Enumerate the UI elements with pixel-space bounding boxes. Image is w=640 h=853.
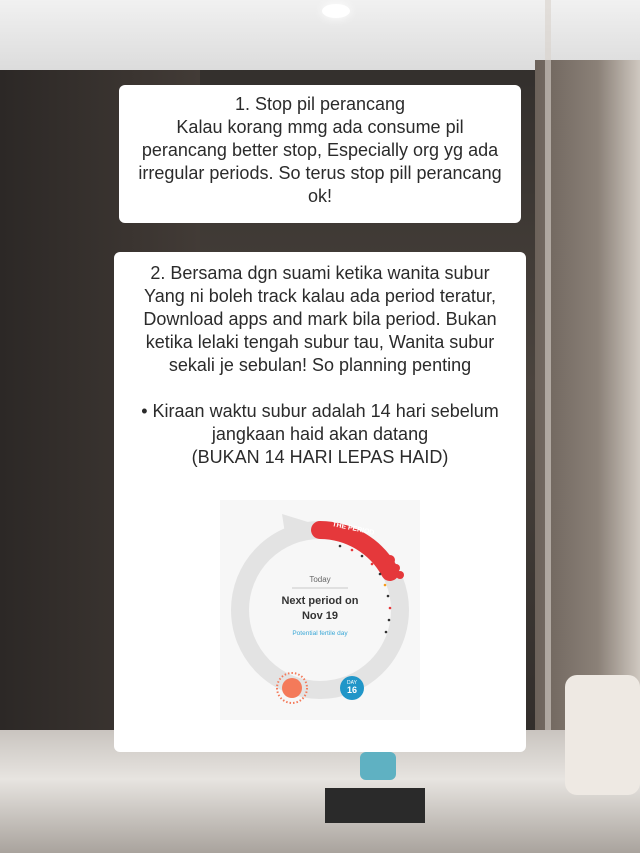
bullet-line: • Kiraan waktu subur adalah 14 hari sebelum xyxy=(141,401,499,421)
day-dot xyxy=(351,549,354,552)
fertile-label: Potential fertile day xyxy=(292,630,348,637)
today-label: Today xyxy=(309,575,331,584)
next-period-line-2: Nov 19 xyxy=(301,610,339,622)
tip-2-line: Download apps and mark bila period. Bukan xyxy=(143,309,497,329)
dark-object xyxy=(325,788,425,823)
tip-card-1 xyxy=(119,85,521,223)
day-badge-label: DAY xyxy=(347,680,357,686)
day-dot xyxy=(339,545,342,548)
ceiling-light xyxy=(322,4,350,18)
tip-2-line: Yang ni boleh track kalau ada period teratur, xyxy=(144,286,496,306)
day-badge-number: 16 xyxy=(346,685,358,695)
tip-1-line: irregular periods. So terus stop pill perancang xyxy=(138,163,502,183)
tip-2-line: ketika lelaki tengah subur tau, Wanita subur xyxy=(145,332,495,352)
period-dot xyxy=(392,564,400,572)
period-label: THE PERIOD xyxy=(331,521,375,537)
tip-1-title: 1. Stop pil perancang xyxy=(234,94,406,114)
spacer xyxy=(122,377,518,400)
bullet-line: (BUKAN 14 HARI LEPAS HAID) xyxy=(191,447,449,467)
day-dot xyxy=(385,631,388,634)
next-period-line-1: Next period on xyxy=(281,595,359,607)
day-dot xyxy=(387,595,390,598)
folded-towel xyxy=(565,675,640,795)
day-dot xyxy=(389,607,392,610)
period-cycle-illustration xyxy=(220,500,420,720)
period-dot xyxy=(396,571,404,579)
day-dot xyxy=(379,573,382,576)
glass-edge xyxy=(545,0,551,853)
day-dot xyxy=(384,584,387,587)
tip-2-line: sekali je sebulan! So planning penting xyxy=(168,355,472,375)
tip-1-line: ok! xyxy=(307,186,332,206)
day-dot xyxy=(388,619,391,622)
tip-2-title: 2. Bersama dgn suami ketika wanita subur xyxy=(150,263,490,283)
tip-1-line: Kalau korang mmg ada consume pil xyxy=(176,117,464,137)
tip-1-line: perancang better stop, Especially org yg ada xyxy=(141,140,499,160)
day-dot xyxy=(361,555,364,558)
period-dot xyxy=(385,555,395,565)
bullet-line: jangkaan haid akan datang xyxy=(211,424,429,444)
bottle xyxy=(360,752,396,780)
day-dot xyxy=(371,563,374,566)
